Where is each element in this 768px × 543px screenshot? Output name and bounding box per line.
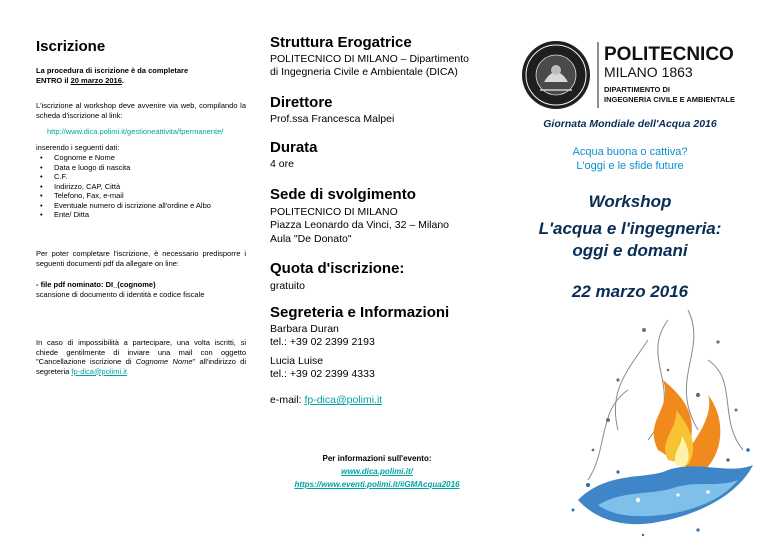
seal-icon <box>522 41 590 109</box>
contact2-name: Lucia Luise <box>270 355 324 367</box>
durata-heading: Durata <box>270 139 318 156</box>
contact1-name: Barbara Duran <box>270 323 339 335</box>
direttore-name: Prof.ssa Francesca Malpei <box>270 113 395 125</box>
intro-line1: La procedura di iscrizione è da completare <box>36 66 189 75</box>
pdf-description: scansione di documento di identità e codice fiscale <box>36 289 205 299</box>
iscrizione-heading: Iscrizione <box>36 38 106 55</box>
sede-heading: Sede di svolgimento <box>270 186 416 203</box>
list-item: • Ente/ Ditta <box>40 210 211 220</box>
email-label: e-mail: <box>270 394 305 406</box>
workshop-title-line1: L'acqua e l'ingegneria: <box>538 219 722 238</box>
subtitle-question: Acqua buona o cattiva? <box>572 146 688 158</box>
logo-dept2: INGEGNERIA CIVILE E AMBIENTALE <box>604 95 735 104</box>
event-date: 22 marzo 2016 <box>571 282 689 301</box>
struttura-line2: di Ingegneria Civile e Ambientale (DICA) <box>270 66 458 78</box>
cancellation-italic: Cognome Nome <box>135 357 193 366</box>
secretary-email-link[interactable]: fp-dica@polimi.it <box>71 366 127 376</box>
list-item: • Cognome e Nome <box>40 153 211 163</box>
durata-value: 4 ore <box>270 158 294 170</box>
cancellation-text2: " all'indirizzo di segreteria <box>36 357 247 376</box>
email-link[interactable]: fp-dica@polimi.it <box>304 394 383 406</box>
water-fire-illustration <box>548 300 768 543</box>
info-title: Per informazioni sull'evento: <box>322 454 432 463</box>
intro-deadline: 20 marzo 2016 <box>70 75 122 85</box>
list-item: • Data e luogo di nascita <box>40 163 211 173</box>
iscrizione-intro <box>36 66 246 85</box>
struttura-line1: POLITECNICO DI MILANO – Dipartimento <box>270 53 469 65</box>
intro-prefix: ENTRO il <box>36 75 71 85</box>
pdf-requirement <box>36 280 251 299</box>
fields-intro: inserendo i seguenti dati: <box>36 143 120 152</box>
registration-instructions: L'iscrizione al workshop deve avvenire via web, compilando la scheda d'iscrizione al link: <box>36 101 246 120</box>
cancellation-text: In caso di impossibilità a partecipare, una volta iscritti, si chiede gentilmente di inviare una mail con oggetto "Cancellazione iscrizione di <box>36 338 246 366</box>
email-line <box>270 394 382 408</box>
pdf-label: - file pdf nominato: DI_(cognome) <box>36 280 156 289</box>
registration-link[interactable]: http://www.dica.polimi.it/gestioneattivita/fpermanente/ <box>47 127 224 136</box>
logo-city: MILANO 1863 <box>604 64 693 80</box>
logo-dept1: DIPARTIMENTO DI <box>604 85 670 94</box>
required-fields-list <box>40 153 211 220</box>
logo-name: POLITECNICO <box>604 44 734 65</box>
list-item: • Telefono, Fax, e-mail <box>40 191 211 201</box>
politecnico-logo <box>522 38 740 112</box>
sede-line3: Aula "De Donato" <box>270 233 352 245</box>
event-page-link[interactable]: https://www.eventi.polimi.it/#GMAcqua2016 <box>294 480 460 489</box>
segreteria-heading: Segreteria e Informazioni <box>270 304 450 321</box>
sede-line1: POLITECNICO DI MILANO <box>270 206 398 218</box>
sede-line2: Piazza Leonardo da Vinci, 32 – Milano <box>270 219 450 231</box>
intro-line2 <box>36 76 246 86</box>
cancellation-note <box>36 338 246 376</box>
intro-suffix: . <box>121 75 124 85</box>
workshop-title-line2: oggi e domani <box>572 241 688 260</box>
contact2-phone: tel.: +39 02 2399 4333 <box>270 368 375 380</box>
quota-value: gratuito <box>270 280 306 292</box>
quota-heading: Quota d'iscrizione: <box>270 260 405 277</box>
struttura-heading: Struttura Erogatrice <box>270 34 412 51</box>
contact1-phone: tel.: +39 02 2399 2193 <box>270 336 375 348</box>
documents-instructions: Per poter completare l'iscrizione, è necessario predisporre i seguenti documenti pdf da allegare on line: <box>36 249 246 268</box>
workshop-label: Workshop <box>588 192 672 211</box>
subtitle-challenges: L'oggi e le sfide future <box>576 160 684 172</box>
list-item: • Indirizzo, CAP, Città <box>40 182 211 192</box>
direttore-heading: Direttore <box>270 94 333 111</box>
event-name: Giornata Mondiale dell'Acqua 2016 <box>543 118 717 130</box>
list-item: • Eventuale numero di iscrizione all'ordine e Albo <box>40 201 211 211</box>
list-item: • C.F. <box>40 172 211 182</box>
website-link[interactable]: www.dica.polimi.it/ <box>341 467 413 476</box>
